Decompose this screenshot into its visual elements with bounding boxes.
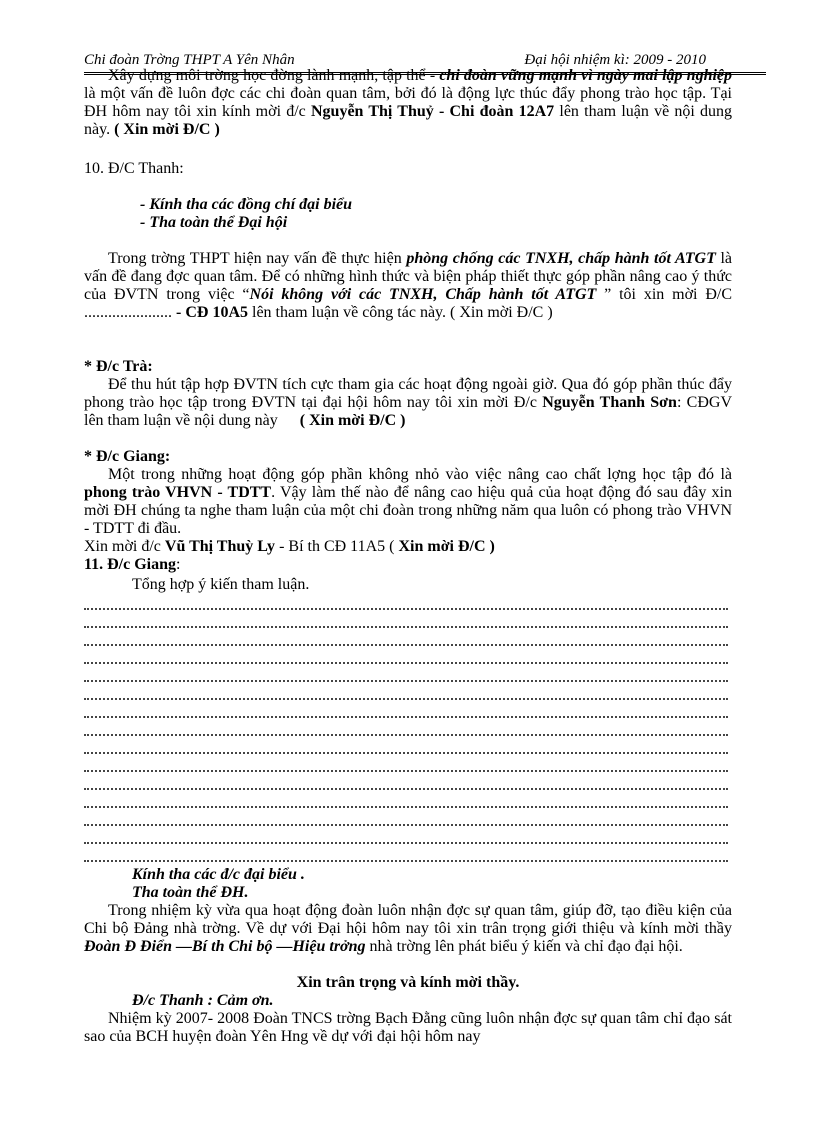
giang-text-4: - Bí th CĐ 11A5 ( [279, 538, 395, 555]
closing-greeting-1: Kính tha các đ/c đại biểu . [132, 866, 305, 883]
writing-line [84, 848, 728, 862]
closing-invite-text: Xin trân trọng và kính mời thầy. [296, 974, 520, 991]
giang-text-3: Xin mời đ/c [84, 538, 161, 555]
writing-line [84, 758, 728, 772]
giang-invite-line [84, 538, 732, 556]
header-left: Chi đoàn Trờng THPT A Yên Nhân [84, 52, 295, 68]
closing-invite [84, 974, 732, 992]
s10-title: 10. Đ/C Thanh: [84, 160, 184, 177]
s10-greeting-1: - Kính tha các đồng chí đại biểu [140, 196, 353, 213]
s10-text-2: là vấn đề đang đợc quan tâm. Để có những hình thức và biện pháp thiết thực góp phần nâng cao ý thức của ĐVTN trong việc “ [84, 250, 733, 303]
giang-invite: Xin mời Đ/C ) [398, 538, 495, 555]
tra-speaker: Nguyễn Thanh Sơn [542, 394, 677, 411]
tra-paragraph [84, 376, 732, 430]
writing-line [84, 776, 728, 790]
s10-text-3: ” tôi xin mời Đ/C ...................... [84, 286, 733, 321]
writing-line [84, 596, 728, 610]
writing-line [84, 704, 728, 718]
writing-line [84, 812, 728, 826]
intro-text-3: lên tham luận về nội dung này. [84, 103, 733, 138]
s11-summary: Tổng hợp ý kiến tham luận. [132, 576, 310, 593]
intro-paragraph [84, 67, 732, 139]
giang-emphasis: phong trào VHVN - TDTT [84, 484, 272, 501]
intro-invite: ( Xin mời Đ/C ) [114, 121, 220, 138]
giang-paragraph [84, 466, 732, 538]
intro-emphasis: chi đoàn vững mạnh vì ngày mai lập nghiệp [439, 67, 733, 84]
closing-text-2: nhà trờng lên phát biểu ý kiến và chỉ đạo đại hội. [369, 938, 683, 955]
writing-line [84, 650, 728, 664]
s10-emphasis-2: Nói không với các TNXH, Chấp hành tốt ATGT [249, 286, 597, 303]
writing-line [84, 830, 728, 844]
giang-title [84, 448, 732, 466]
writing-line [84, 794, 728, 808]
writing-line [84, 722, 728, 736]
closing-final-paragraph: Nhiệm kỳ 2007- 2008 Đoàn TNCS trờng Bạch Đằng cũng luôn nhận đợc sự quan tâm chỉ đạo sát sao của BCH huyện đoàn Yên Hng về dự với đại hội hôm nay [84, 1010, 732, 1045]
header-right: Đại hội nhiệm kì: 2009 - 2010 [524, 52, 706, 68]
s11-colon: : [176, 556, 181, 573]
writing-line [84, 614, 728, 628]
giang-text-1: Một trong những hoạt động góp phần không nhỏ vào việc nâng cao chất lợng học tập đó là [108, 466, 732, 483]
writing-line [84, 668, 728, 682]
writing-line [84, 686, 728, 700]
giang-speaker: Vũ Thị Thuỳ Ly [164, 538, 276, 555]
s10-emphasis-1: phòng chống các TNXH, chấp hành tốt ATGT [406, 250, 716, 267]
giang-title-text: * Đ/c Giang: [84, 448, 171, 465]
writing-line [84, 740, 728, 754]
intro-speaker: Nguyễn Thị Thuỷ - Chi đoàn 12A7 [310, 103, 555, 120]
s10-paragraph [84, 250, 732, 322]
tra-text-1: Để thu hút tập hợp ĐVTN tích cực tham gia các hoạt động ngoài giờ. Qua đó góp phần thúc đẩy phong trào học tập trong ĐVTN tại đại hội hôm nay tôi xin mời Đ/c [84, 376, 732, 411]
writing-line [84, 632, 728, 646]
tra-text-2: : CĐGV lên tham luận về nội dung này [84, 394, 733, 429]
tra-title [84, 358, 732, 376]
tra-title-text: * Đ/c Trà: [84, 358, 153, 375]
closing-greeting-2: Tha toàn thể ĐH. [132, 884, 249, 901]
closing-speaker: Đoàn Đ Điển —Bí th Chi bộ —Hiệu trởng [84, 938, 366, 955]
s11-title [84, 556, 732, 574]
closing-paragraph [84, 902, 732, 956]
s10-text-1: Trong trờng THPT hiện nay vấn đề thực hiện [108, 250, 402, 267]
s11-title-text: 11. Đ/c Giang [84, 556, 177, 573]
closing-thanks: Đ/c Thanh : Cảm ơn. [132, 992, 274, 1009]
giang-text-2: . Vậy làm thế nào để nâng cao hiệu quả của hoạt động đó sau đây xin mời ĐH chúng ta nghe tham luận của một chi đoàn trong những năm qua luôn có phong trào VHVN - TDTT đi đầu. [84, 484, 732, 537]
s10-chapter: - CĐ 10A5 [176, 304, 248, 321]
s10-text-4: lên tham luận về công tác này. ( Xin mời Đ/C ) [252, 304, 553, 321]
s10-greeting-2: - Tha toàn thể Đại hội [140, 214, 288, 231]
closing-text-1: Trong nhiệm kỳ vừa qua hoạt động đoàn luôn nhận đợc sự quan tâm, giúp đỡ, tạo điều kiện của Chi bộ Đảng nhà trờng. Về dự với Đại hội hôm nay tôi xin trân trọng giới thiệu và kính mời thầy [84, 902, 732, 937]
tra-invite: ( Xin mời Đ/C ) [299, 412, 406, 429]
intro-text-1: Xây dựng môi trờng học đờng lành mạnh, tập thể - [108, 67, 436, 84]
intro-text-2: là một vấn đề luôn đợc các chi đoàn quan tâm, bởi đó là động lực thúc đẩy phong trào học tập. Tại ĐH hôm nay tôi xin kính mời đ/c [84, 85, 732, 120]
